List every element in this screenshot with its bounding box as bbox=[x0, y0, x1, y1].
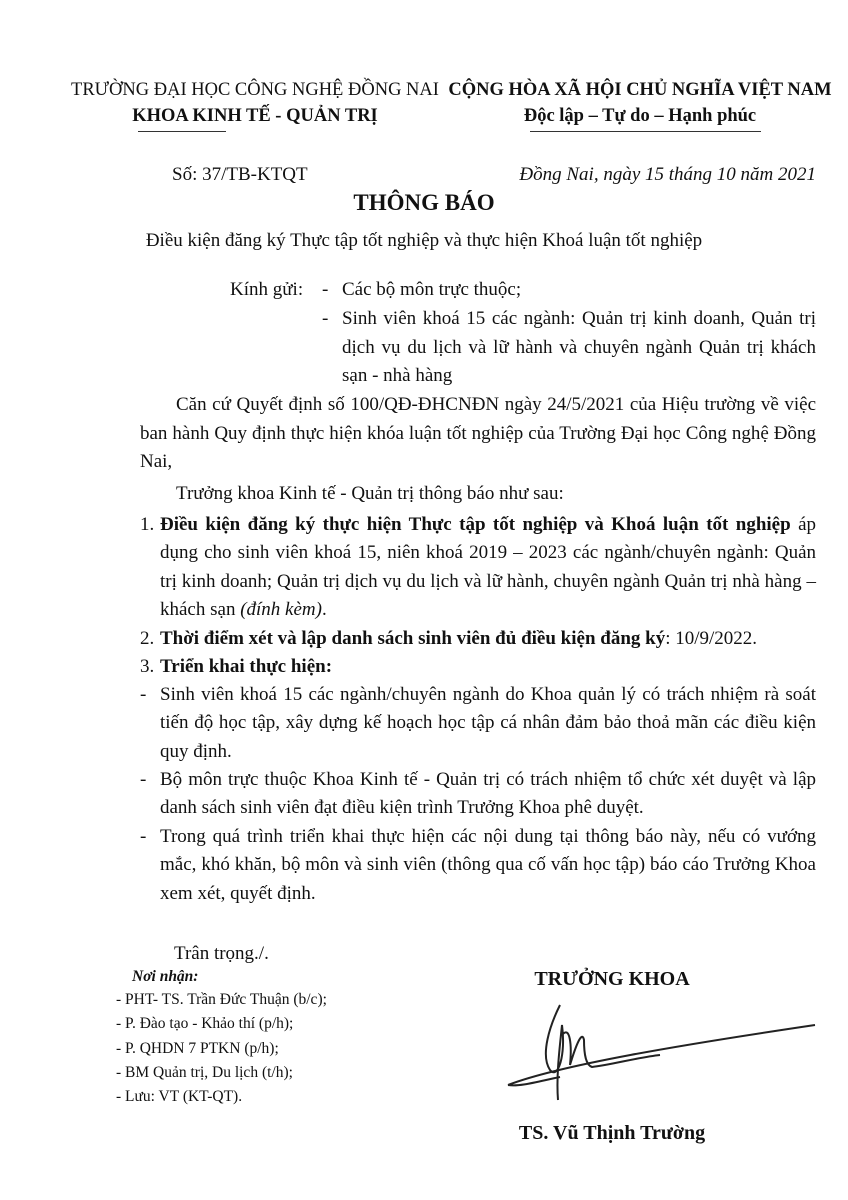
point-text: áp dụng cho sinh viên khoá 15, niên khoá 2019 – 2023 các ngành/chuyên ngành: Quản trị kinh doanh; Quản trị dịch vụ du lịch và lữ hành, chuyên ngành Quản trị nhà hàng – khách sạn bbox=[160, 514, 816, 620]
intro-paragraph: Trưởng khoa Kinh tế - Quản trị thông báo như sau: bbox=[176, 483, 564, 504]
distribution-item: - Lưu: VT (KT-QT). bbox=[116, 1088, 243, 1106]
task-text: Bộ môn trực thuộc Khoa Kinh tế - Quản trị có trách nhiệm tổ chức xét duyệt và lập danh sách sinh viên đạt điều kiện trình Trưởng Khoa phê duyệt. bbox=[160, 769, 816, 819]
task-item bbox=[140, 766, 816, 823]
signer-position: TRƯỞNG KHOA bbox=[534, 968, 690, 990]
recipient-dash: - bbox=[322, 279, 329, 300]
distribution-item: - P. Đào tạo - Khảo thí (p/h); bbox=[116, 1015, 294, 1033]
task-item bbox=[140, 681, 816, 766]
task-dash: - bbox=[140, 826, 147, 847]
task-dash: - bbox=[140, 769, 147, 790]
point-heading: Triển khai thực hiện: bbox=[160, 656, 333, 677]
recipient-item: Sinh viên khoá 15 các ngành: Quản trị kinh doanh, Quản trị dịch vụ du lịch và lữ hành và chuyên ngành Quản trị khách sạn - nhà hàng bbox=[342, 308, 816, 387]
point-number: 3. bbox=[140, 656, 155, 677]
handwritten-signature bbox=[500, 995, 820, 1105]
document-subtitle: Điều kiện đăng ký Thực tập tốt nghiệp và thực hiện Khoá luận tốt nghiệp bbox=[145, 230, 703, 251]
recipient-dash: - bbox=[322, 308, 329, 329]
basis-paragraph: Căn cứ Quyết định số 100/QĐ-ĐHCNĐN ngày 24/5/2021 của Hiệu trường về việc ban hành Quy định thực hiện khóa luận tốt nghiệp của Trường Đại học Công nghệ Đồng Nai, bbox=[140, 394, 816, 473]
recipients-label: Kính gửi: bbox=[230, 279, 304, 300]
point-1 bbox=[140, 511, 816, 624]
task-text: Trong quá trình triển khai thực hiện các nội dung tại thông báo này, nếu có vướng mắc, khó khăn, bộ môn và sinh viên (thông qua cố vấn học tập) báo cáo Trưởng Khoa xem xét, quyết định. bbox=[160, 826, 816, 904]
header-right-divider bbox=[530, 131, 761, 132]
signer-name: TS. Vũ Thịnh Trường bbox=[518, 1122, 706, 1144]
point-heading: Điều kiện đăng ký thực hiện Thực tập tốt nghiệp và Khoá luận tốt nghiệp bbox=[160, 514, 791, 535]
document-title: THÔNG BÁO bbox=[353, 190, 495, 215]
point-note: (đính kèm) bbox=[240, 598, 322, 620]
recipient-item: Các bộ môn trực thuộc; bbox=[342, 279, 522, 300]
school-name: TRƯỜNG ĐẠI HỌC CÔNG NGHỆ ĐỒNG NAI bbox=[71, 80, 439, 100]
point-text: : 10/9/2022. bbox=[665, 628, 758, 649]
task-item bbox=[140, 823, 816, 908]
distribution-item: - P. QHDN 7 PTKN (p/h); bbox=[116, 1039, 279, 1057]
faculty-name: KHOA KINH TẾ - QUẢN TRỊ bbox=[132, 106, 378, 126]
national-title: CỘNG HÒA XÃ HỘI CHỦ NGHĨA VIỆT NAM bbox=[448, 80, 832, 100]
task-text: Sinh viên khoá 15 các ngành/chuyên ngành do Khoa quản lý có trách nhiệm rà soát tiến độ học tập, xây dựng kế hoạch học tập cá nhân đảm bảo thoả mãn các điều kiện quy định. bbox=[160, 684, 816, 762]
point-number: 1. bbox=[140, 514, 155, 535]
point-number: 2. bbox=[140, 628, 155, 649]
task-dash: - bbox=[140, 684, 147, 705]
document-number: Số: 37/TB-KTQT bbox=[172, 164, 308, 185]
national-motto: Độc lập – Tự do – Hạnh phúc bbox=[523, 106, 757, 126]
distribution-item: - PHT- TS. Trần Đức Thuận (b/c); bbox=[116, 991, 327, 1008]
point-end: . bbox=[321, 598, 327, 620]
place-date: Đồng Nai, ngày 15 tháng 10 năm 2021 bbox=[519, 164, 816, 185]
point-3 bbox=[140, 653, 816, 681]
distribution-item: - BM Quản trị, Du lịch (t/h); bbox=[116, 1063, 293, 1081]
point-2 bbox=[140, 625, 816, 653]
distribution-label: Nơi nhận: bbox=[132, 968, 199, 985]
point-heading: Thời điểm xét và lập danh sách sinh viên đủ điều kiện đăng ký bbox=[160, 628, 666, 649]
distribution-list bbox=[116, 988, 327, 1109]
header-left-divider bbox=[138, 131, 226, 132]
closing: Trân trọng./. bbox=[174, 943, 269, 964]
